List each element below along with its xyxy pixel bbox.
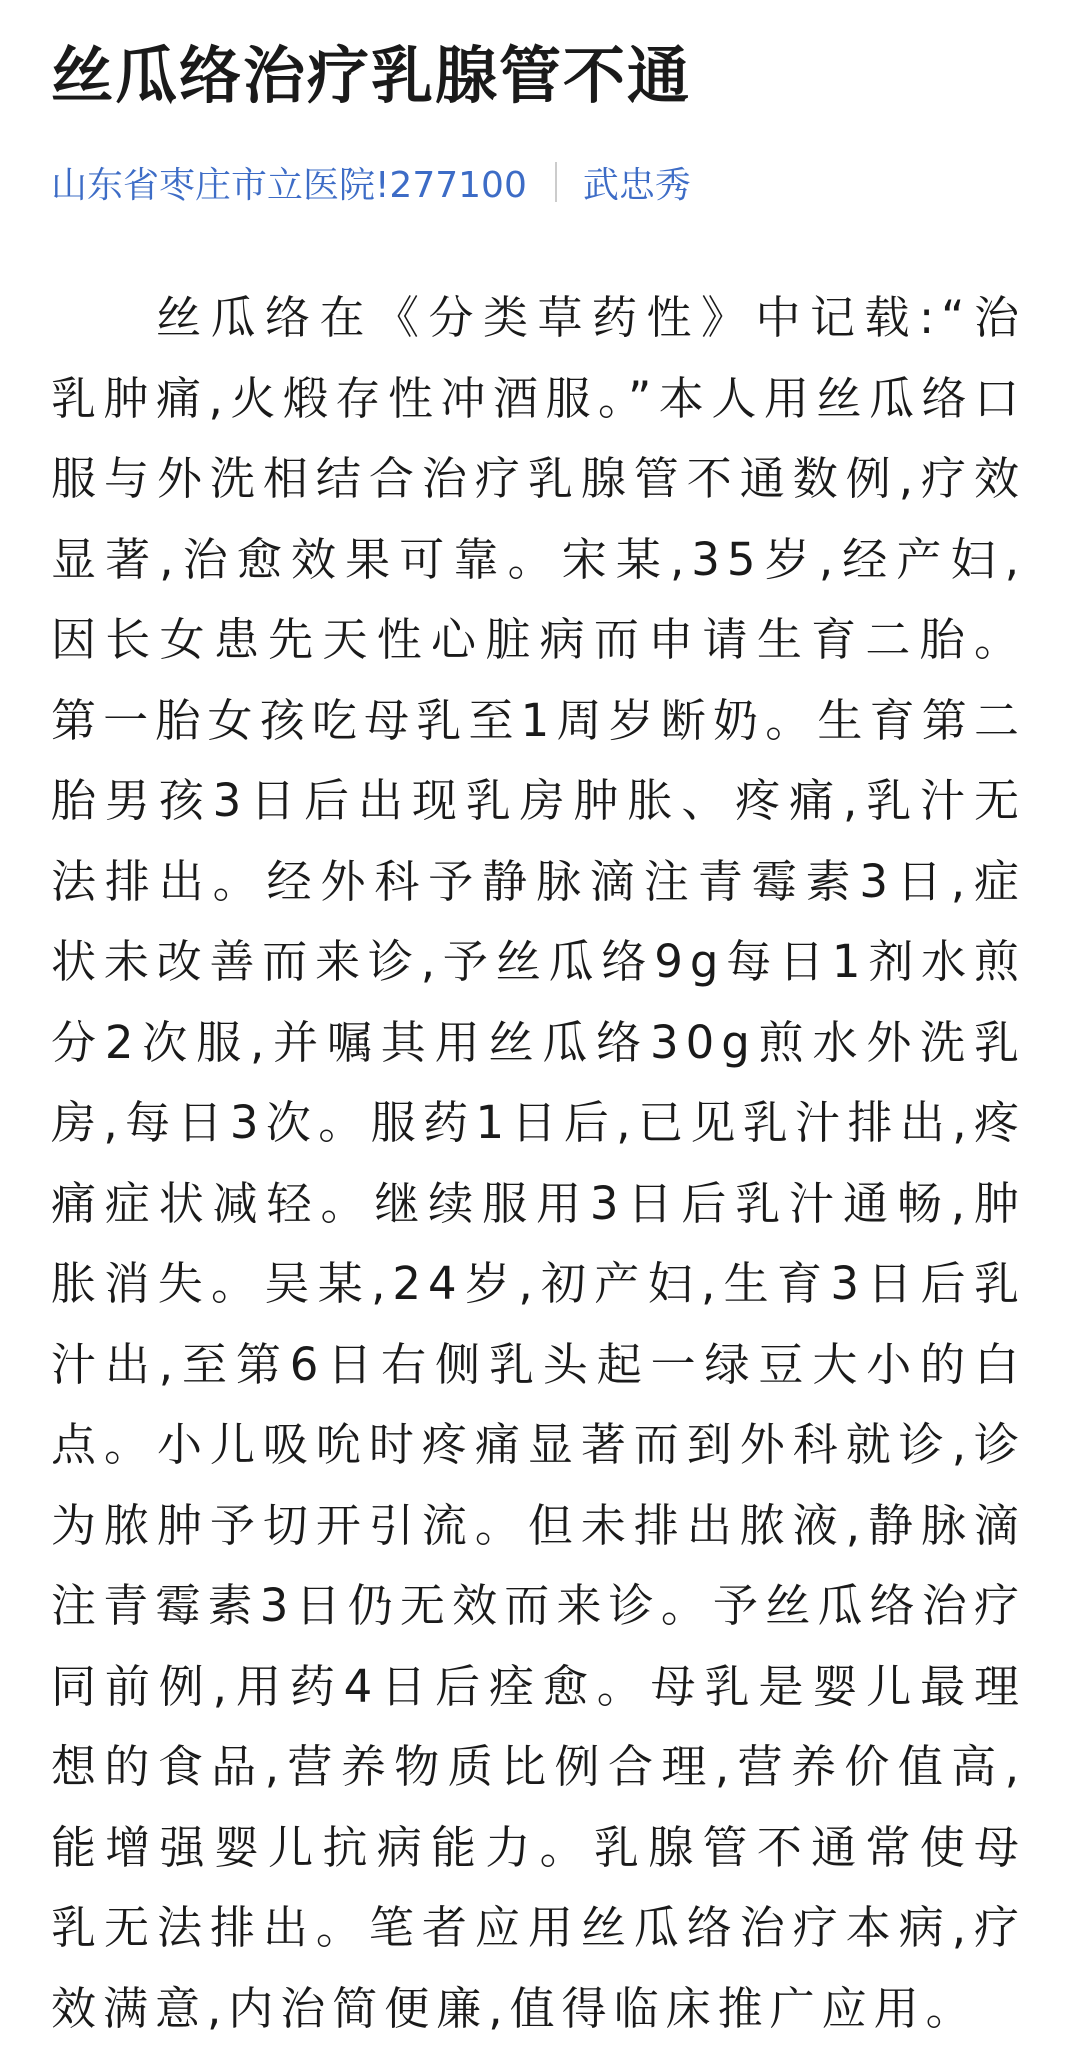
article-title: 丝瓜络治疗乳腺管不通 — [51, 39, 692, 112]
article-body: 丝瓜络在《分类草药性》中记载:“治乳肿痛,火煅存性冲酒服。”本人用丝瓜络口服与外洗相结合治疗乳腺管不通数例,疗效显著,治愈效果可靠。宋某,35岁,经产妇,因长女患先天性心脏病而申请生育二胎。第一胎女孩吃母乳至1周岁断奶。生育第二胎男孩3日后出现乳房肿胀、疼痛,乳汁无法排出。经外科予静脉滴注青霉素3日,症状未改善而来诊,予丝瓜络9g每日1剂水煎分2次服,并嘱其用丝瓜络30g煎水外洗乳房,每日3次。服药1日后,已见乳汁排出,疼痛症状减轻。继续服用3日后乳汁通畅,肿胀消失。吴某,24岁,初产妇,生育3日后乳汁出,至第6日右侧乳头起一绿豆大小的白点。小儿吸吮时疼痛显著而到外科就诊,诊为脓肿予切开引流。但未排出脓液,静脉滴注青霉素3日仍无效而来诊。予丝瓜络治疗同前例,用药4日后痊愈。母乳是婴儿最理想的食品,营养物质比例合理,营养价值高,能增强婴儿抗病能力。乳腺管不通常使母乳无法排出。笔者应用丝瓜络治疗本病,疗效满意,内治简便廉,值得临床推广应用。 — [51, 291, 1026, 2035]
article — [51, 0, 1026, 2049]
article-meta — [51, 160, 1026, 204]
institution-link[interactable]: 山东省枣庄市立医院!277100 — [51, 164, 527, 206]
meta-divider — [555, 162, 557, 202]
author-link[interactable]: 武忠秀 — [582, 164, 691, 206]
